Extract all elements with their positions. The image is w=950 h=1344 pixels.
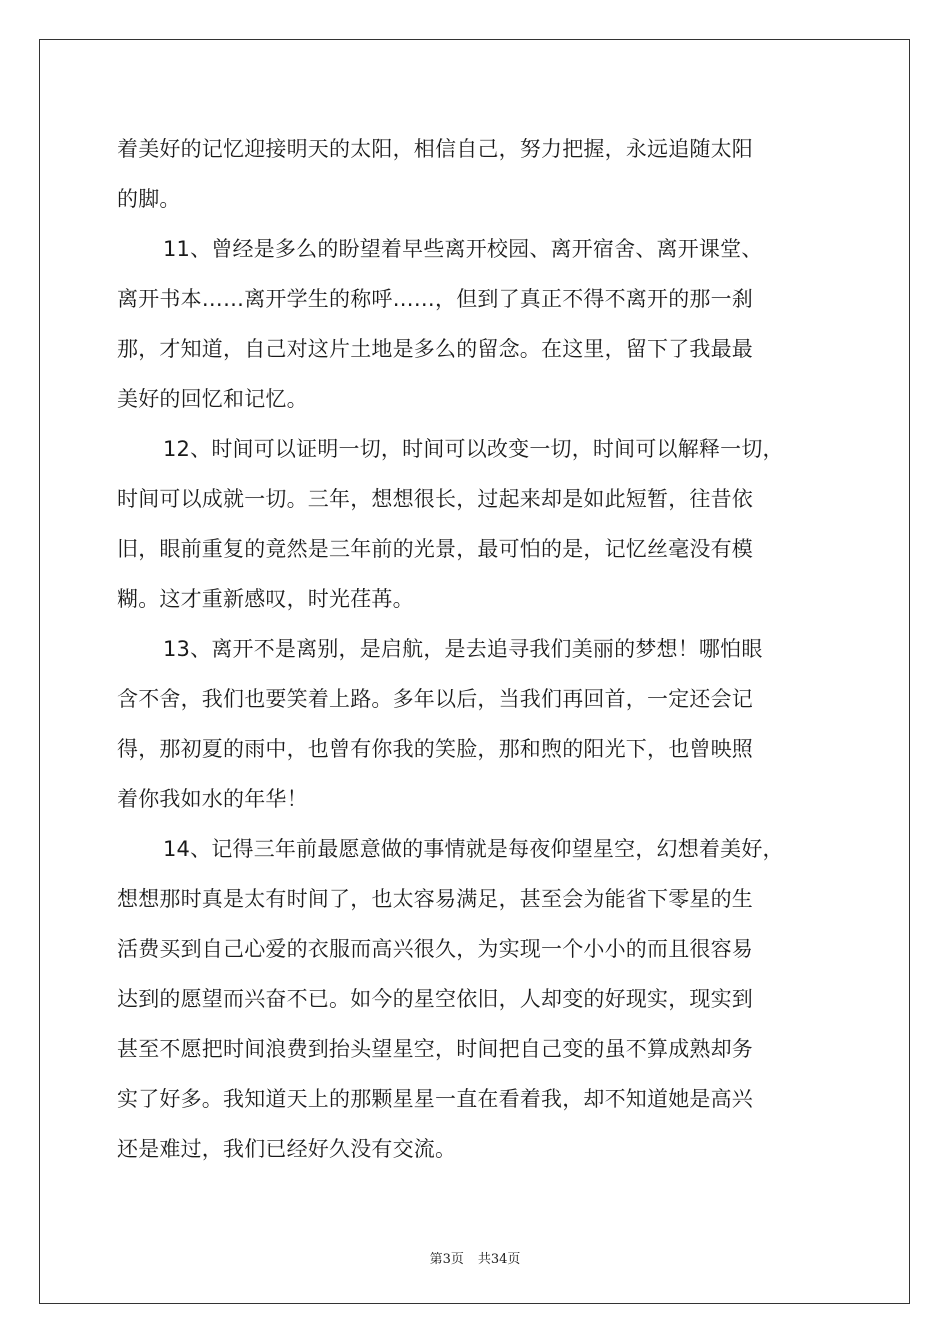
text-line: 的脚。 [117,187,181,211]
document-body [117,124,851,1174]
page-total: 共34页 [477,1252,521,1267]
text-line: 甚至不愿把时间浪费到抬头望星空，时间把自己变的虽不算成熟却务 [117,1037,753,1061]
text-line: 想想那时真是太有时间了，也太容易满足，甚至会为能省下零星的生 [117,887,753,911]
text-line: 糊。这才重新感叹，时光荏苒。 [117,587,414,611]
text-line: 活费买到自己心爱的衣服而高兴很久，为实现一个小小的而且很容易 [117,937,753,961]
paragraph-start-13: 13、离开不是离别，是启航，是去追寻我们美丽的梦想！哪怕眼 [163,637,763,661]
text-line: 着你我如水的年华！ [117,787,308,811]
paragraph-start-12: 12、时间可以证明一切，时间可以改变一切，时间可以解释一切， [163,437,784,461]
text-line: 实了好多。我知道天上的那颗星星一直在看着我，却不知道她是高兴 [117,1087,753,1111]
text-line: 那，才知道，自己对这片土地是多么的留念。在这里，留下了我最最 [117,337,753,361]
text-line: 离开书本……离开学生的称呼……，但到了真正不得不离开的那一刹 [117,287,753,311]
page-number: 第3页 [429,1252,464,1267]
text-line: 美好的回忆和记忆。 [117,387,308,411]
text-line: 时间可以成就一切。三年，想想很长，过起来却是如此短暂，往昔依 [117,487,753,511]
text-line: 着美好的记忆迎接明天的太阳，相信自己，努力把握，永远追随太阳 [117,137,753,161]
paragraph-start-14: 14、记得三年前最愿意做的事情就是每夜仰望星空，幻想着美好， [163,837,784,861]
paragraph-start-11: 11、曾经是多么的盼望着早些离开校园、离开宿舍、离开课堂、 [163,237,763,261]
text-line: 旧，眼前重复的竟然是三年前的光景，最可怕的是，记忆丝毫没有模 [117,537,753,561]
text-line: 得，那初夏的雨中，也曾有你我的笑脸，那和煦的阳光下，也曾映照 [117,737,753,761]
text-line: 还是难过，我们已经好久没有交流。 [117,1137,457,1161]
text-line: 达到的愿望而兴奋不已。如今的星空依旧，人却变的好现实，现实到 [117,987,753,1011]
text-line: 含不舍，我们也要笑着上路。多年以后，当我们再回首，一定还会记 [117,687,753,711]
page-footer [0,1248,950,1267]
